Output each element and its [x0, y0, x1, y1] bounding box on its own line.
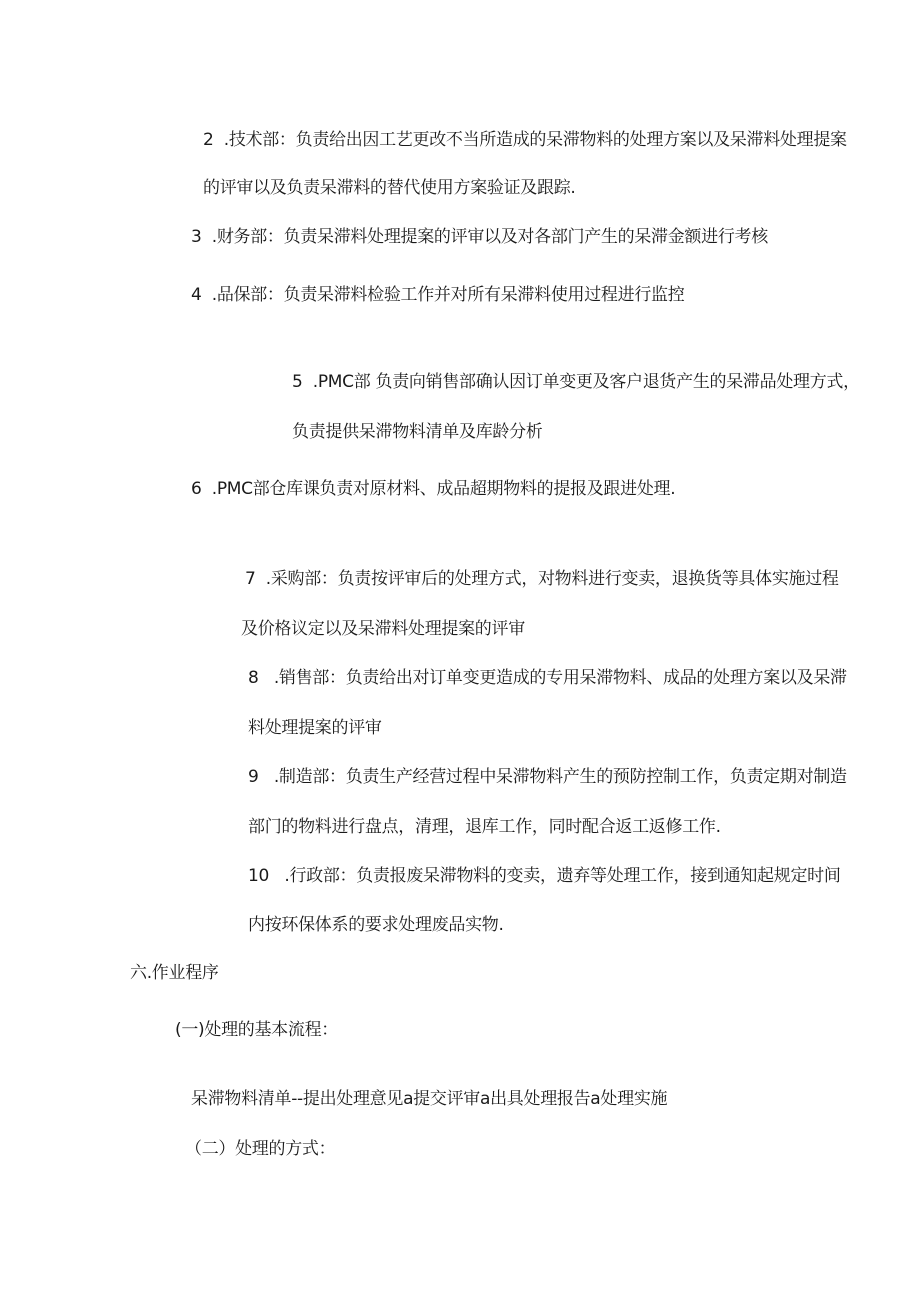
item-2-line-2: 的评审以及负责呆滞料的替代使用方案验证及跟踪.	[203, 178, 576, 198]
item-3-line: 3 .财务部：负责呆滞料处理提案的评审以及对各部门产生的呆滞金额进行考核	[191, 227, 768, 247]
item-10-line-1: 10 .行政部：负责报废呆滞物料的变卖，遗弃等处理工作，接到通知起规定时间	[248, 866, 841, 886]
section-heading-6: 六.作业程序	[130, 963, 219, 983]
item-4-line: 4 .品保部：负责呆滞料检验工作并对所有呆滞料使用过程进行监控	[191, 285, 685, 305]
subsection-basic-flow: (一)处理的基本流程：	[175, 1020, 338, 1040]
item-10-line-2: 内按环保体系的要求处理废品实物.	[248, 915, 504, 935]
item-9-line-2: 部门的物料进行盘点，清理，退库工作，同时配合返工返修工作.	[248, 817, 721, 837]
item-8-line-1: 8 .销售部：负责给出对订单变更造成的专用呆滞物料、成品的处理方案以及呆滞	[248, 668, 847, 688]
item-8-line-2: 料处理提案的评审	[248, 718, 382, 738]
item-7-line-2: 及价格议定以及呆滞料处理提案的评审	[241, 619, 525, 639]
item-9-line-1: 9 .制造部：负责生产经营过程中呆滞物料产生的预防控制工作，负责定期对制造	[248, 767, 847, 787]
item-6-line: 6 .PMC部仓库课负责对原材料、成品超期物料的提报及跟进处理.	[191, 479, 676, 499]
item-7-line-1: 7 .采购部：负责按评审后的处理方式，对物料进行变卖，退换货等具体实施过程	[245, 569, 839, 589]
subsection-methods: （二）处理的方式：	[185, 1139, 336, 1159]
item-5-line-1: 5 .PMC部 负责向销售部确认因订单变更及客户退货产生的呆滞品处理方式，	[292, 372, 860, 392]
flow-description: 呆滞物料清单--提出处理意见a提交评审a出具处理报告a处理实施	[191, 1089, 668, 1109]
item-2-line-1: 2 .技术部：负责给出因工艺更改不当所造成的呆滞物料的处理方案以及呆滞料处理提案	[203, 130, 847, 150]
item-5-line-2: 负责提供呆滞物料清单及库龄分析	[292, 422, 543, 442]
